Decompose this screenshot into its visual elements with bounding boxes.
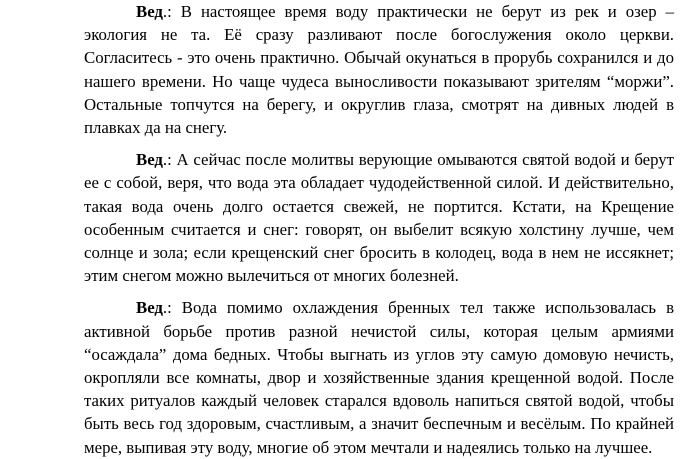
paragraph-text: .: В настоящее время воду практически не берут из рек и озер – экология не та. Её сразу разливают после богослужения около церкви. Согласитесь - это очень практично. Обычай окунаться в прорубь сохранился и до нашего времени. Но чаще чудеса выносливости показывают зрителям “моржи”. Остальные топчутся на берегу, и округлив глаза, смотрят на дивных людей в плавках да на снегу. <box>84 2 674 138</box>
speaker-label: Вед <box>136 298 163 318</box>
paragraph-text: .: Вода помимо охлаждения бренных тел также использовалась в активной борьбе против разной нечистой силы, которая целым армиями “осаждала” дома бедных. Чтобы выгнать из углов эту самую домовую нечисть, окропляли все комнаты, двор и хозяйственные здания крещенной водой. После таких ритуалов каждый человек старался вдоволь напиться святой водой, чтобы быть весь год здоровым, счастливым, а значит беспечным и весёлым. По крайней мере, выпивая эту воду, многие об этом мечтали и надеялись только на лучшее. <box>84 298 674 457</box>
paragraph-3 <box>84 296 674 458</box>
paragraph-text: .: А сейчас после молитвы верующие омываются святой водой и берут ее с собой, веря, что вода эта обладает чудодейственной силой. И действительно, такая вода очень долго остается свежей, не портится. Кстати, на Крещение особенным считается и снег: говорят, он выбелит всякую холстину лучше, чем солнце и зола; если крещенский снег бросить в колодец, вода в нем не иссякнет; этим снегом можно вылечиться от многих болезней. <box>84 150 674 286</box>
speaker-label: Вед <box>136 150 163 170</box>
speaker-label: Вед <box>136 2 163 21</box>
document-body <box>84 0 674 459</box>
paragraph-2 <box>84 148 674 287</box>
paragraph-1 <box>84 0 674 139</box>
